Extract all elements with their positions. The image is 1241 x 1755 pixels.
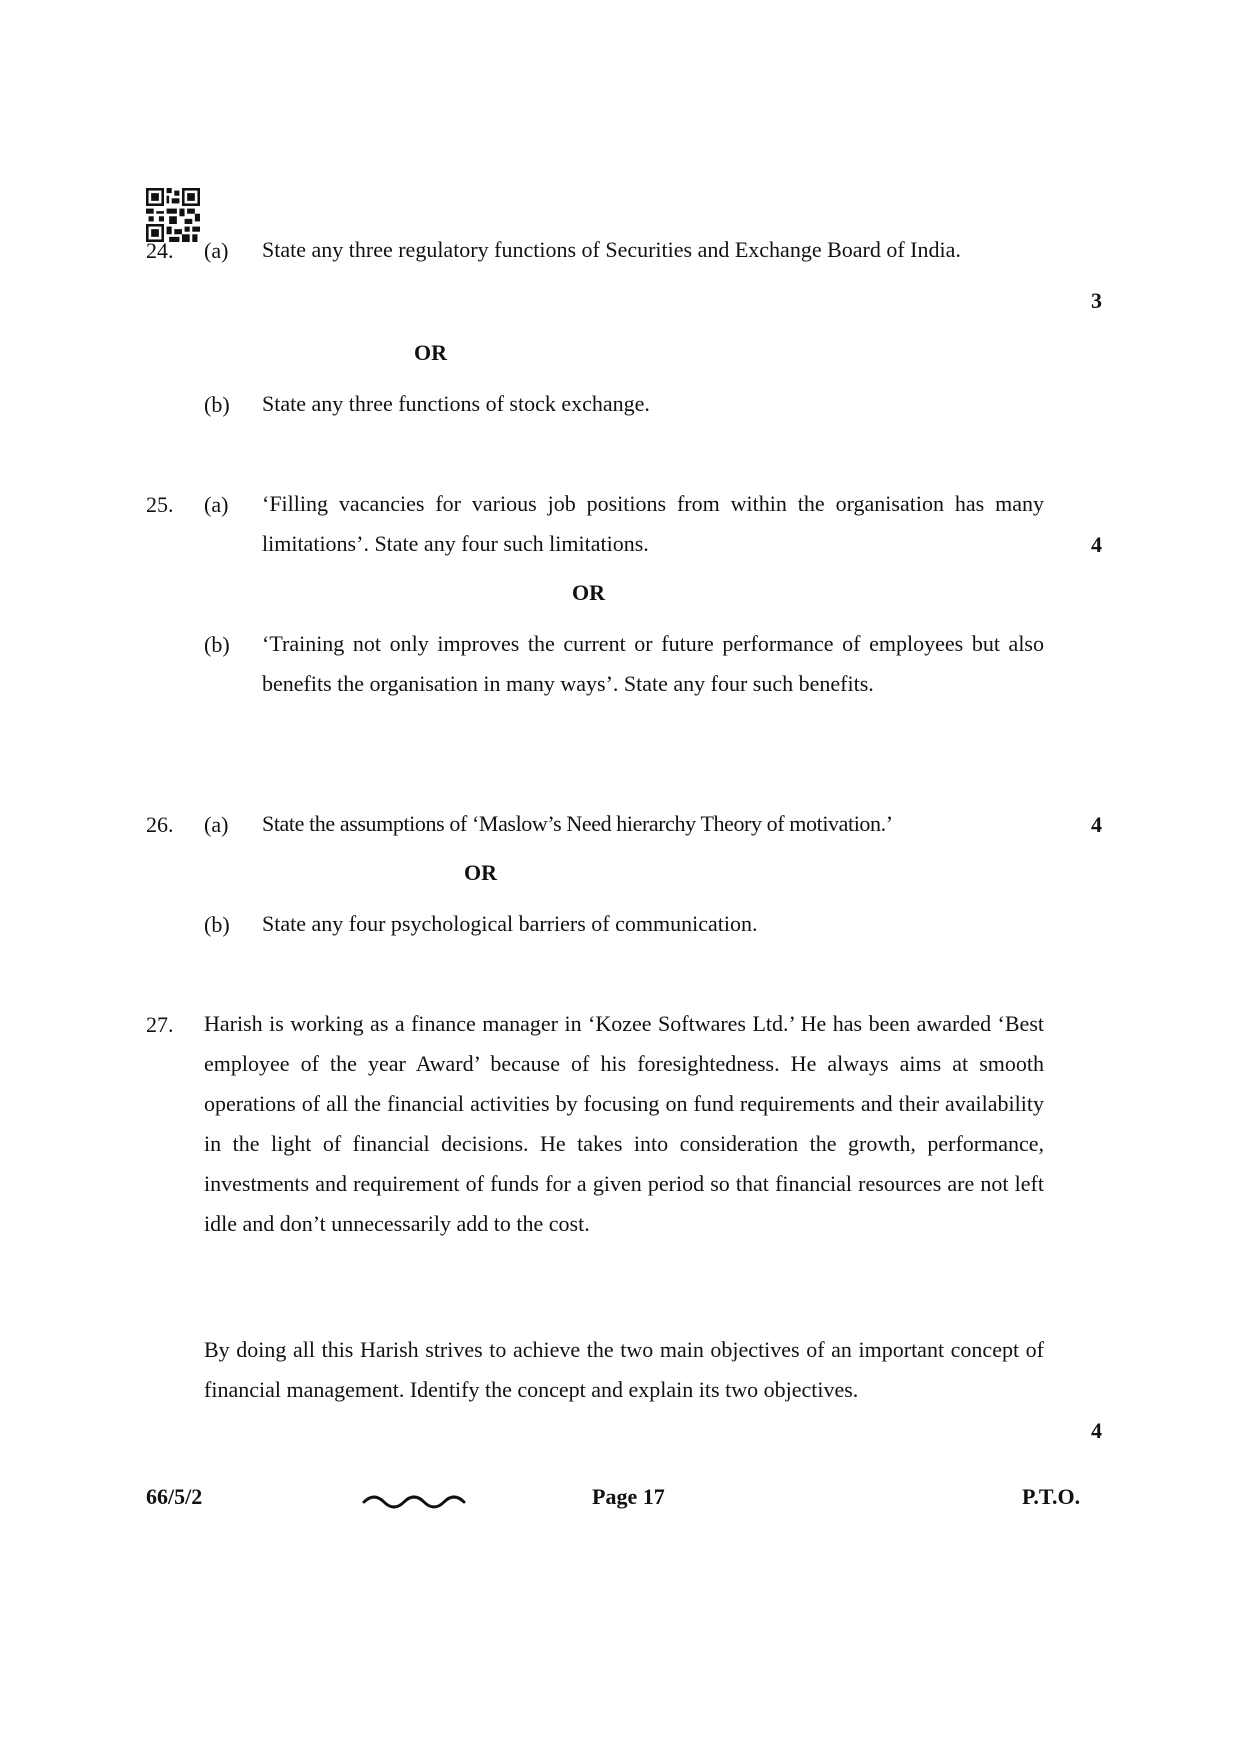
or-separator: OR (464, 860, 497, 885)
or-separator: OR (572, 580, 605, 605)
question-number: 27. (146, 1012, 174, 1037)
question-text: ‘Training not only improves the current or future performance of employees but also benefits the organisation in many ways’. State any four such benefits. (262, 631, 1044, 696)
paper-code: 66/5/2 (146, 1484, 203, 1509)
part-label: (b) (204, 392, 230, 417)
question-paragraph: Harish is working as a finance manager in ‘Kozee Softwares Ltd.’ He has been awarded ‘Best employee of the year Award’ because of his foresightedness. He always aims at smooth operations of all the financial activities by focusing on fund requirements and their availability in the light of financial decisions. He takes into consideration the growth, performance, investments and requirement of funds for a given period so that financial resources are not left idle and don’t unnecessarily add to the cost. (204, 1011, 1044, 1236)
part-label: (a) (204, 812, 229, 837)
part-label: (b) (204, 912, 230, 937)
question-number: 24. (146, 238, 174, 263)
question-number: 25. (146, 492, 174, 517)
question-text: State the assumptions of ‘Maslow’s Need hierarchy Theory of motivation.’ (262, 811, 893, 836)
question-text: State any four psychological barriers of communication. (262, 911, 758, 936)
part-label: (a) (204, 492, 229, 517)
marks: 4 (1091, 1418, 1102, 1443)
question-text: ‘Filling vacancies for various job positions from within the organisation has many limitations’. State any four such limitations. (262, 491, 1044, 556)
marks: 3 (1091, 288, 1102, 313)
question-text: State any three functions of stock exchange. (262, 391, 650, 416)
or-separator: OR (414, 340, 447, 365)
question-paragraph: By doing all this Harish strives to achieve the two main objectives of an important concept of financial management. Identify the concept and explain its two objectives. (204, 1337, 1044, 1402)
pto-label: P.T.O. (1022, 1484, 1081, 1509)
question-text: State any three regulatory functions of Securities and Exchange Board of India. (262, 237, 961, 262)
marks: 4 (1091, 812, 1102, 837)
page-number: Page 17 (592, 1484, 665, 1509)
qr-code-icon (146, 188, 200, 242)
question-number: 26. (146, 812, 174, 837)
marks: 4 (1091, 532, 1102, 557)
part-label: (b) (204, 632, 230, 657)
wave-ornament-icon (362, 1490, 472, 1510)
part-label: (a) (204, 238, 229, 263)
